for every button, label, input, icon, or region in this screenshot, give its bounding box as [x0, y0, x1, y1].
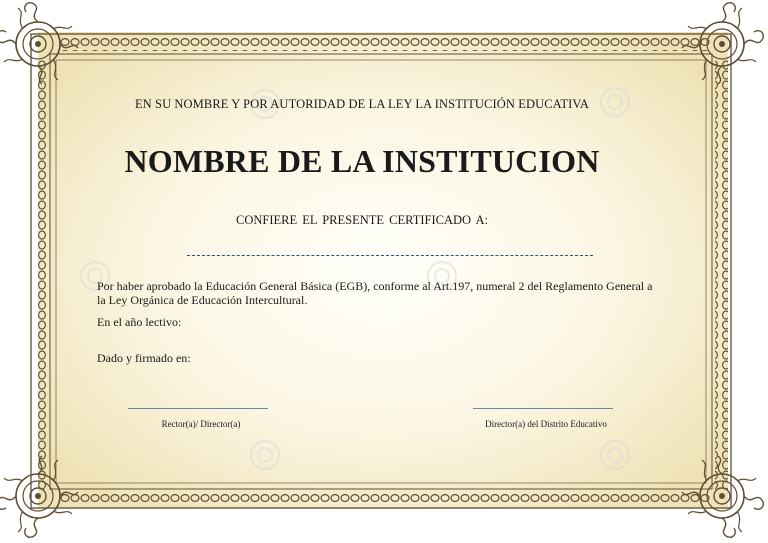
signature-caption-district-director: Director(a) del Distrito Educativo — [485, 419, 607, 429]
signature-caption-rector: Rector(a)/ Director(a) — [161, 419, 241, 429]
body-text-line-2: la Ley Orgánica de Educación Intercultural. — [97, 293, 308, 307]
school-year-label: En el año lectivo: — [97, 315, 182, 329]
recipient-name-line — [187, 255, 593, 256]
signature-line-rector — [128, 408, 268, 409]
authority-line: EN SU NOMBRE Y POR AUTORIDAD DE LA LEY LA INSTITUCIÓN EDUCATIVA — [134, 97, 590, 111]
signature-line-district-director — [473, 408, 613, 409]
body-text-line-1: Por haber aprobado la Educación General Básica (EGB), conforme al Art.197, numeral 2 del Reglamento General a — [97, 279, 653, 293]
signed-at-label: Dado y firmado en: — [97, 351, 191, 365]
confers-line: CONFIERE EL PRESENTE CERTIFICADO A: — [236, 213, 488, 227]
institution-name: NOMBRE DE LA INSTITUCION — [124, 143, 600, 179]
